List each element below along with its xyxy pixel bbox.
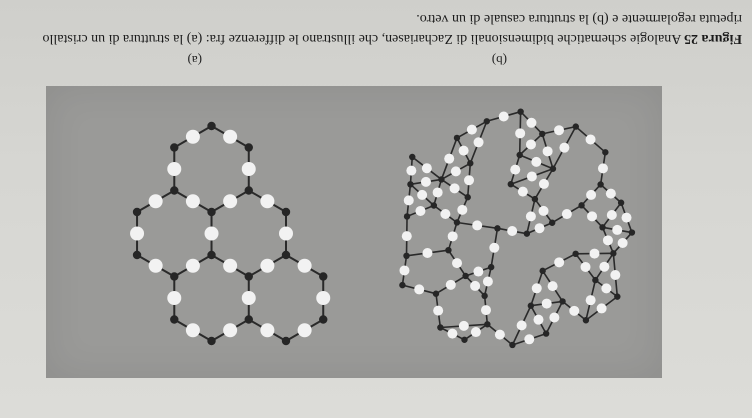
glass-silicon-atom bbox=[454, 219, 460, 225]
glass-silicon-atom bbox=[438, 176, 444, 182]
crystal-oxygen-atom bbox=[167, 162, 181, 176]
glass-silicon-atom bbox=[539, 268, 545, 274]
crystal-oxygen-atom bbox=[279, 227, 293, 241]
glass-oxygen-atom bbox=[422, 248, 432, 258]
glass-oxygen-atom bbox=[586, 134, 596, 144]
glass-oxygen-atom bbox=[451, 166, 461, 176]
crystal-atoms bbox=[130, 122, 330, 345]
glass-silicon-atom bbox=[597, 181, 603, 187]
crystal-oxygen-atom bbox=[149, 194, 163, 208]
crystal-silicon-atom bbox=[245, 186, 253, 194]
figure-number: Figura 25 bbox=[684, 31, 742, 46]
glass-oxygen-atom bbox=[612, 225, 622, 235]
crystal-silicon-atom bbox=[133, 208, 141, 216]
glass-oxygen-atom bbox=[459, 146, 469, 156]
glass-silicon-atom bbox=[484, 321, 490, 327]
glass-oxygen-atom bbox=[415, 206, 425, 216]
glass-oxygen-atom bbox=[499, 111, 509, 121]
glass-silicon-atom bbox=[494, 225, 500, 231]
glass-silicon-atom bbox=[532, 196, 538, 202]
glass-oxygen-atom bbox=[559, 143, 569, 153]
glass-oxygen-atom bbox=[507, 226, 517, 236]
crystal-oxygen-atom bbox=[223, 259, 237, 273]
glass-silicon-atom bbox=[484, 118, 490, 124]
glass-oxygen-atom bbox=[535, 223, 545, 233]
crystal-oxygen-atom bbox=[242, 162, 256, 176]
glass-oxygen-atom bbox=[402, 231, 412, 241]
crystal-oxygen-atom bbox=[260, 194, 274, 208]
caption-text: Analogie schematiche bidimensionali di Zachariasen, che illustrano le differenze fra: (a) la struttura di un cristallo ripetuta regolarmente e (b) la struttura casuale di un vetro. bbox=[42, 11, 742, 46]
glass-oxygen-atom bbox=[526, 211, 536, 221]
glass-oxygen-atom bbox=[414, 284, 424, 294]
glass-silicon-atom bbox=[508, 181, 514, 187]
label-b: (b) bbox=[491, 53, 507, 68]
glass-oxygen-atom bbox=[446, 280, 456, 290]
glass-oxygen-atom bbox=[554, 257, 564, 267]
glass-oxygen-atom bbox=[527, 171, 537, 181]
glass-silicon-atom bbox=[583, 317, 589, 323]
glass-oxygen-atom bbox=[554, 125, 564, 135]
glass-silicon-atom bbox=[467, 160, 473, 166]
glass-silicon-atom bbox=[543, 330, 549, 336]
glass-oxygen-atom bbox=[526, 139, 536, 149]
glass-oxygen-atom bbox=[457, 205, 467, 215]
glass-oxygen-atom bbox=[622, 213, 632, 223]
glass-silicon-atom bbox=[409, 154, 415, 160]
glass-silicon-atom bbox=[618, 200, 624, 206]
glass-oxygen-atom bbox=[597, 303, 607, 313]
glass-oxygen-atom bbox=[448, 231, 458, 241]
crystal-silicon-atom bbox=[282, 208, 290, 216]
crystal-oxygen-atom bbox=[298, 259, 312, 273]
glass-oxygen-atom bbox=[404, 195, 414, 205]
glass-oxygen-atom bbox=[459, 321, 469, 331]
crystal-silicon-atom bbox=[207, 122, 215, 130]
glass-oxygen-atom bbox=[517, 320, 527, 330]
glass-oxygen-atom bbox=[603, 235, 613, 245]
crystal-silicon-atom bbox=[170, 315, 178, 323]
glass-oxygen-atom bbox=[524, 334, 534, 344]
crystal-silicon-atom bbox=[207, 337, 215, 345]
glass-oxygen-atom bbox=[543, 146, 553, 156]
crystal-oxygen-atom bbox=[260, 259, 274, 273]
glass-silicon-atom bbox=[517, 108, 523, 114]
glass-silicon-atom bbox=[539, 131, 545, 137]
glass-silicon-atom bbox=[481, 293, 487, 299]
glass-silicon-atom bbox=[573, 123, 579, 129]
glass-oxygen-atom bbox=[447, 329, 457, 339]
glass-oxygen-atom bbox=[452, 258, 462, 268]
glass-oxygen-atom bbox=[569, 306, 579, 316]
crystal-silicon-atom bbox=[170, 143, 178, 151]
glass-oxygen-atom bbox=[542, 299, 552, 309]
glass-silicon-atom bbox=[592, 277, 598, 283]
crystal-oxygen-atom bbox=[298, 323, 312, 337]
crystal-oxygen-atom bbox=[186, 323, 200, 337]
glass-silicon-atom bbox=[437, 324, 443, 330]
glass-oxygen-atom bbox=[474, 137, 484, 147]
crystal-oxygen-atom bbox=[316, 291, 330, 305]
crystal-silicon-atom bbox=[319, 315, 327, 323]
glass-silicon-atom bbox=[550, 166, 556, 172]
glass-oxygen-atom bbox=[406, 166, 416, 176]
crystal-bonds bbox=[137, 126, 323, 341]
glass-silicon-atom bbox=[572, 251, 578, 257]
glass-silicon-atom bbox=[614, 293, 620, 299]
crystal-oxygen-atom bbox=[223, 323, 237, 337]
glass-oxygen-atom bbox=[473, 267, 483, 277]
glass-oxygen-atom bbox=[549, 313, 559, 323]
glass-oxygen-atom bbox=[618, 238, 628, 248]
glass-oxygen-atom bbox=[587, 211, 597, 221]
crystal-oxygen-atom bbox=[223, 130, 237, 144]
glass-oxygen-atom bbox=[518, 187, 528, 197]
glass-oxygen-atom bbox=[586, 295, 596, 305]
glass-silicon-atom bbox=[629, 229, 635, 235]
crystal-silicon-atom bbox=[207, 208, 215, 216]
glass-oxygen-atom bbox=[562, 209, 572, 219]
crystal-silicon-atom bbox=[282, 251, 290, 259]
glass-oxygen-atom bbox=[399, 265, 409, 275]
glass-oxygen-atom bbox=[539, 179, 549, 189]
glass-silicon-atom bbox=[509, 342, 515, 348]
glass-oxygen-atom bbox=[440, 209, 450, 219]
crystal-silicon-atom bbox=[170, 272, 178, 280]
crystal-oxygen-atom bbox=[186, 259, 200, 273]
glass-silicon-atom bbox=[602, 149, 608, 155]
glass-oxygen-atom bbox=[433, 306, 443, 316]
glass-silicon-atom bbox=[516, 152, 522, 158]
crystal-silicon-atom bbox=[170, 186, 178, 194]
glass-oxygen-atom bbox=[581, 262, 591, 272]
crystal-oxygen-atom bbox=[167, 291, 181, 305]
glass-oxygen-atom bbox=[599, 262, 609, 272]
glass-oxygen-atom bbox=[495, 330, 505, 340]
crystal-oxygen-atom bbox=[223, 194, 237, 208]
crystal-oxygen-atom bbox=[186, 130, 200, 144]
glass-silicon-atom bbox=[399, 282, 405, 288]
glass-oxygen-atom bbox=[444, 154, 454, 164]
glass-oxygen-atom bbox=[607, 210, 617, 220]
crystal-silicon-atom bbox=[245, 143, 253, 151]
glass-oxygen-atom bbox=[586, 190, 596, 200]
crystal-silicon-atom bbox=[245, 272, 253, 280]
glass-oxygen-atom bbox=[606, 189, 616, 199]
crystal-lattice-diagram bbox=[46, 86, 346, 378]
glass-silicon-atom bbox=[404, 213, 410, 219]
crystal-silicon-atom bbox=[245, 315, 253, 323]
glass-silicon-atom bbox=[610, 250, 616, 256]
glass-silicon-atom bbox=[403, 253, 409, 259]
crystal-oxygen-atom bbox=[205, 227, 219, 241]
glass-silicon-atom bbox=[433, 291, 439, 297]
crystal-silicon-atom bbox=[207, 251, 215, 259]
glass-oxygen-atom bbox=[610, 270, 620, 280]
crystal-oxygen-atom bbox=[260, 323, 274, 337]
glass-silicon-atom bbox=[431, 202, 437, 208]
glass-atoms bbox=[399, 108, 635, 348]
glass-oxygen-atom bbox=[526, 118, 536, 128]
glass-network-diagram bbox=[362, 86, 662, 378]
crystal-silicon-atom bbox=[133, 251, 141, 259]
glass-oxygen-atom bbox=[531, 157, 541, 167]
crystal-oxygen-atom bbox=[186, 194, 200, 208]
glass-oxygen-atom bbox=[533, 315, 543, 325]
glass-silicon-atom bbox=[599, 224, 605, 230]
glass-oxygen-atom bbox=[515, 128, 525, 138]
glass-oxygen-atom bbox=[433, 187, 443, 197]
label-a: (a) bbox=[187, 53, 202, 68]
glass-oxygen-atom bbox=[470, 281, 480, 291]
glass-silicon-atom bbox=[407, 181, 413, 187]
glass-oxygen-atom bbox=[489, 243, 499, 253]
crystal-oxygen-atom bbox=[149, 259, 163, 273]
glass-oxygen-atom bbox=[483, 276, 493, 286]
figure-panel bbox=[46, 86, 662, 378]
glass-silicon-atom bbox=[578, 202, 584, 208]
glass-oxygen-atom bbox=[421, 177, 431, 187]
glass-oxygen-atom bbox=[510, 165, 520, 175]
crystal-silicon-atom bbox=[319, 272, 327, 280]
glass-silicon-atom bbox=[528, 303, 534, 309]
glass-oxygen-atom bbox=[472, 220, 482, 230]
glass-oxygen-atom bbox=[532, 283, 542, 293]
glass-silicon-atom bbox=[465, 194, 471, 200]
glass-oxygen-atom bbox=[417, 190, 427, 200]
figure-caption bbox=[7, 8, 742, 48]
glass-silicon-atom bbox=[461, 337, 467, 343]
glass-silicon-atom bbox=[559, 298, 565, 304]
glass-oxygen-atom bbox=[481, 305, 491, 315]
crystal-silicon-atom bbox=[282, 337, 290, 345]
crystal-oxygen-atom bbox=[242, 291, 256, 305]
glass-silicon-atom bbox=[549, 220, 555, 226]
glass-silicon-atom bbox=[462, 273, 468, 279]
glass-oxygen-atom bbox=[471, 327, 481, 337]
glass-oxygen-atom bbox=[467, 125, 477, 135]
glass-oxygen-atom bbox=[464, 175, 474, 185]
glass-oxygen-atom bbox=[422, 163, 432, 173]
glass-oxygen-atom bbox=[601, 283, 611, 293]
glass-silicon-atom bbox=[524, 230, 530, 236]
glass-silicon-atom bbox=[488, 264, 494, 270]
glass-oxygen-atom bbox=[598, 163, 608, 173]
crystal-oxygen-atom bbox=[130, 227, 144, 241]
glass-silicon-atom bbox=[454, 135, 460, 141]
glass-oxygen-atom bbox=[548, 281, 558, 291]
glass-silicon-atom bbox=[445, 247, 451, 253]
glass-oxygen-atom bbox=[539, 206, 549, 216]
glass-oxygen-atom bbox=[450, 183, 460, 193]
glass-oxygen-atom bbox=[590, 249, 600, 259]
